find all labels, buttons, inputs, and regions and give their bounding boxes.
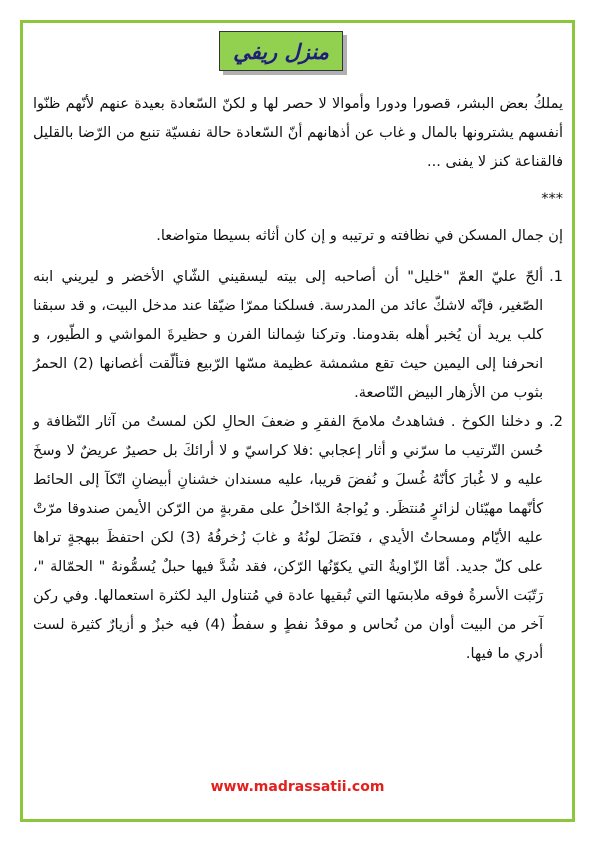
list-item-1	[33, 263, 563, 408]
website-link[interactable]: www.madrassatii.com	[210, 779, 385, 795]
list-number: 1.	[549, 269, 563, 285]
list-number: 2.	[549, 414, 563, 430]
list-item-2	[33, 408, 563, 669]
list-text: ألحّ عليّ العمّ "خليل" أن أصاحبه إلى بيته ليسقيني الشّاي الأخضر و ليريني ابنه الصّغير، فإنّه لاشكّ عائد من المدرسة. فسلكنا ممرّا ضيّقا عند مدخل البيت، و قد سبقنا كلب يريد أن يُخبر أهله بقدومنا. وتركنا شِمالنا الفرن و حظيرةَ المواشي و الطّيور، و انحرفنا إلى اليمين حيث تقع مشمشة عظيمة مسّها الرّبيع فتألّقت أغصانها (2) الحمرُ بثوب من الأزهار البيض النّاصعة.	[33, 269, 544, 401]
title-box	[219, 31, 343, 71]
thesis-paragraph: إن جمال المسكن في نظافته و ترتيبه و إن كان أثاثه بسيطا متواضعا.	[156, 228, 563, 244]
list-text: و دخلنا الكوخ . فشاهدتُ ملامحَ الفقرِ و ضعفَ الحالِ لكن لمستُ من آثار النّظافة و حُسن التّرتيب ما سرّني و أثار إعجابي :فلا كراسيّ و لا أرائكَ بل حصيرٌ عريضٌ لا وسخَ عليه و لا غُبارَ كأنّهُ غُسلَ و نُفضَ قريبا، عليه مسندان خشنانِ أبيضانِ اتّكآ إلى الحائط كأنّهما مهيّئان لزائرٍ مُنتظَر. و يُواجهُ الدّاخلُ على مقربةٍ من الرّكن الأيمن صندوقا مرّتْ عليه الأيّام ومسحاتُ الأيدي ، فنَصَلَ لونُهُ و غابَ زُخرفُهُ (3) لكن احتفظَ ببهجةٍ تراها على كلّ جديد. أمّا الزّاويةُ التي يكوّنُها الرّكن، فقد شُدَّ فيها حبلٌ يُسمُّونهُ " الحمّالة "، رَتّبَت الأسرةُ فوقه ملابسَها التي تُبقيها عادة في مُتناول اليد لكثرة استعمالها. وفي ركن آخر من البيت أوان من نُحاس و موقدُ نفطٍ و سفطٌ (4) فيه خبزٌ و أزيارٌ كثيرة لست أدري ما فيها.	[33, 414, 544, 662]
text-body	[33, 90, 563, 669]
separator: ***	[541, 191, 563, 207]
intro-paragraph: يملكُ بعض البشر، قصورا ودورا وأموالا لا حصر لها و لكنّ السّعادة بعيدة عنهم لأنّهم ظنّوا أنفسهم يشترونها بالمال و غاب عن أذهانهم أنّ السّعادة حالة نفسيّة تنبع من الرّضا بالقليل فالقناعة كنز لا يفنى ...	[33, 96, 563, 170]
page-title: منزل ريفي	[233, 38, 329, 64]
